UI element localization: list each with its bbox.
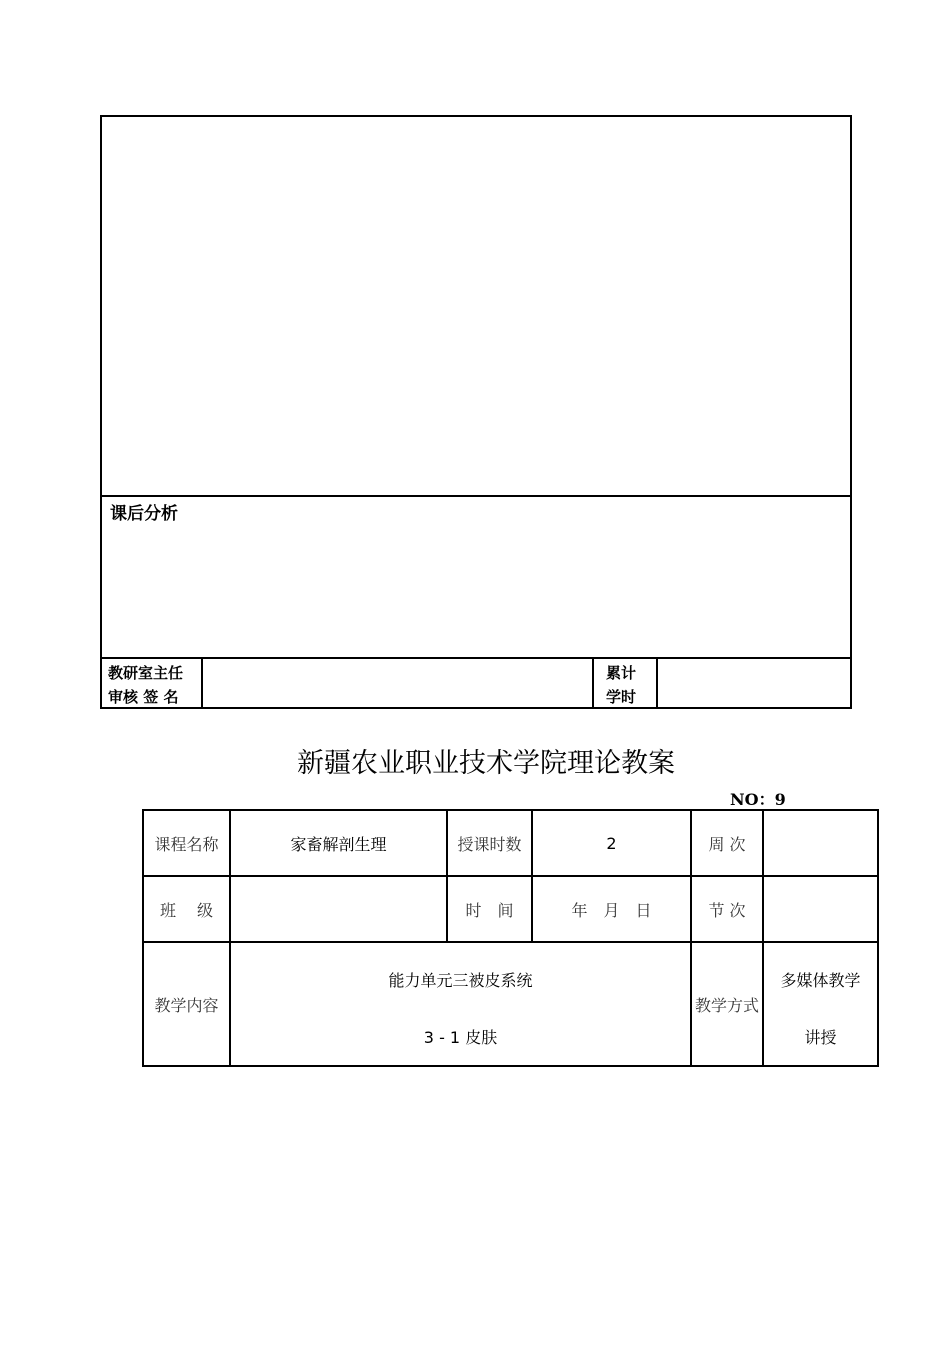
- week-value[interactable]: [764, 811, 877, 875]
- total-hours-label-line1: 累计: [606, 664, 637, 682]
- section-value[interactable]: [764, 877, 877, 941]
- director-review-label-line1: 教研室主任: [108, 664, 184, 682]
- teaching-content-line2: 3 - 1 皮肤: [423, 1028, 498, 1047]
- teaching-content-label: 教学内容: [154, 995, 219, 1015]
- director-review-label-line2: 审核 签 名: [108, 688, 179, 706]
- class-value[interactable]: [231, 877, 446, 941]
- teaching-method-label: 教学方式: [694, 995, 759, 1015]
- teaching-method-line1: 多媒体教学: [780, 971, 861, 990]
- lesson-number: NO：9: [730, 790, 786, 809]
- page-title: 新疆农业职业技术学院理论教案: [297, 748, 675, 779]
- class-label: 班 级: [159, 900, 214, 920]
- section-label: 节 次: [708, 900, 746, 920]
- time-value[interactable]: 年 月 日: [571, 900, 652, 920]
- week-label: 周 次: [708, 834, 746, 854]
- teaching-content-line1: 能力单元三被皮系统: [388, 971, 533, 990]
- course-name-label: 课程名称: [154, 834, 219, 854]
- time-label: 时 间: [465, 900, 514, 920]
- course-name-value: 家畜解剖生理: [290, 834, 387, 854]
- teaching-hours-value: 2: [606, 833, 617, 853]
- total-hours-label-line2: 学时: [606, 688, 637, 706]
- after-class-analysis-label: 课后分析: [110, 504, 178, 524]
- teaching-hours-label: 授课时数: [457, 834, 522, 854]
- teaching-method-line2: 讲授: [804, 1028, 837, 1047]
